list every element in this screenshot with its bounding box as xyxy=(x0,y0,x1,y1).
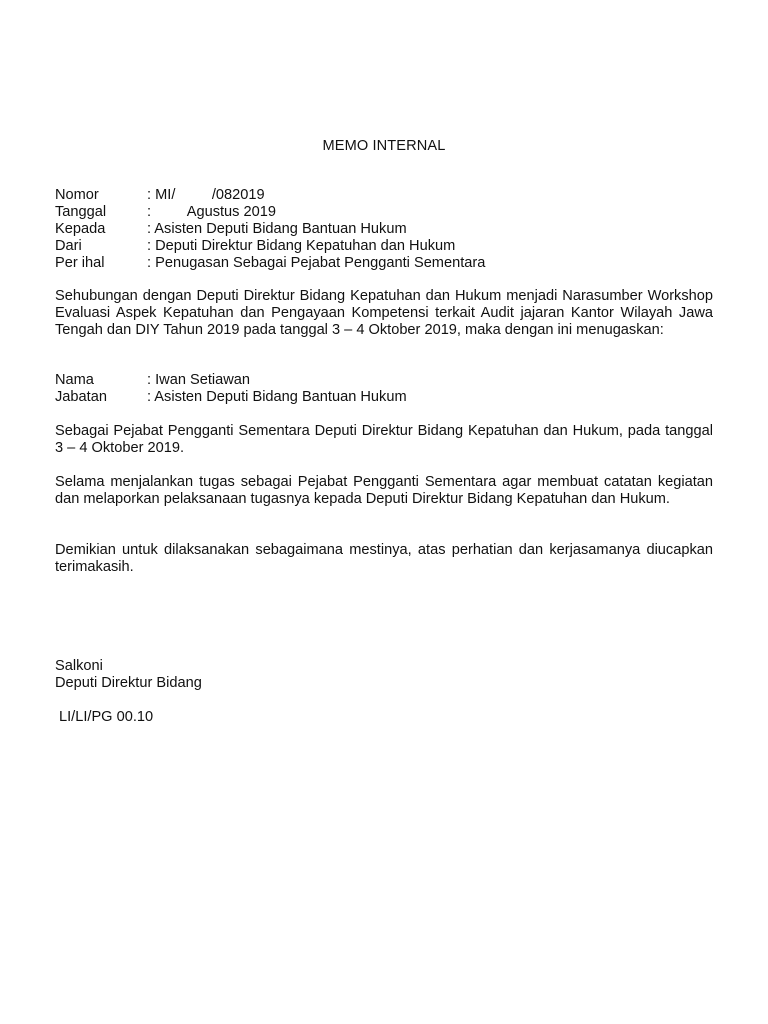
field-row-nomor xyxy=(55,187,715,204)
paragraph-closing: Demikian untuk dilaksanakan sebagaimana mestinya, atas perhatian dan kerjasamanya diucapkan terimakasih. xyxy=(55,542,713,575)
document-code: LI/LI/PG 00.10 xyxy=(59,709,154,725)
signatory-title: Deputi Direktur Bidang xyxy=(55,675,202,691)
field-label: Nama xyxy=(55,372,94,388)
field-value: : Deputi Direktur Bidang Kepatuhan dan Hukum xyxy=(147,238,456,254)
paragraph-assignment: Sebagai Pejabat Pengganti Sementara Deputi Direktur Bidang Kepatuhan dan Hukum, pada tanggal 3 – 4 Oktober 2019. xyxy=(55,423,713,456)
memo-title: MEMO INTERNAL xyxy=(322,138,446,154)
field-row-tanggal xyxy=(55,204,715,221)
field-row-perihal xyxy=(55,255,715,272)
field-value: : Asisten Deputi Bidang Bantuan Hukum xyxy=(147,221,407,237)
assignee-fields xyxy=(55,372,715,406)
signatory-name: Salkoni xyxy=(55,658,103,674)
memo-header-fields xyxy=(55,187,715,272)
field-label: Kepada xyxy=(55,221,106,237)
field-value: : MI/ /082019 xyxy=(147,187,265,203)
paragraph-intro: Sehubungan dengan Deputi Direktur Bidang Kepatuhan dan Hukum menjadi Narasumber Workshop Evaluasi Aspek Kepatuhan dan Pengayaan Kompetensi terkait Audit jajaran Kantor Wilayah Jawa Tengah dan DIY Tahun 2019 pada tanggal 3 – 4 Oktober 2019, maka dengan ini menugaskan: xyxy=(55,288,713,338)
field-label: Nomor xyxy=(55,187,99,203)
field-label: Tanggal xyxy=(55,204,107,220)
field-row-kepada xyxy=(55,221,715,238)
field-value: : Iwan Setiawan xyxy=(147,372,251,388)
field-value: : Penugasan Sebagai Pejabat Pengganti Sementara xyxy=(147,255,486,271)
field-value: : Agustus 2019 xyxy=(147,204,276,220)
paragraph-duties: Selama menjalankan tugas sebagai Pejabat Pengganti Sementara agar membuat catatan kegiatan dan melaporkan pelaksanaan tugasnya kepada Deputi Direktur Bidang Kepatuhan dan Hukum. xyxy=(55,474,713,507)
field-label: Dari xyxy=(55,238,82,254)
field-row-nama xyxy=(55,372,715,389)
field-row-jabatan xyxy=(55,389,715,406)
field-label: Per ihal xyxy=(55,255,105,271)
field-label: Jabatan xyxy=(55,389,107,405)
field-value: : Asisten Deputi Bidang Bantuan Hukum xyxy=(147,389,407,405)
field-row-dari xyxy=(55,238,715,255)
